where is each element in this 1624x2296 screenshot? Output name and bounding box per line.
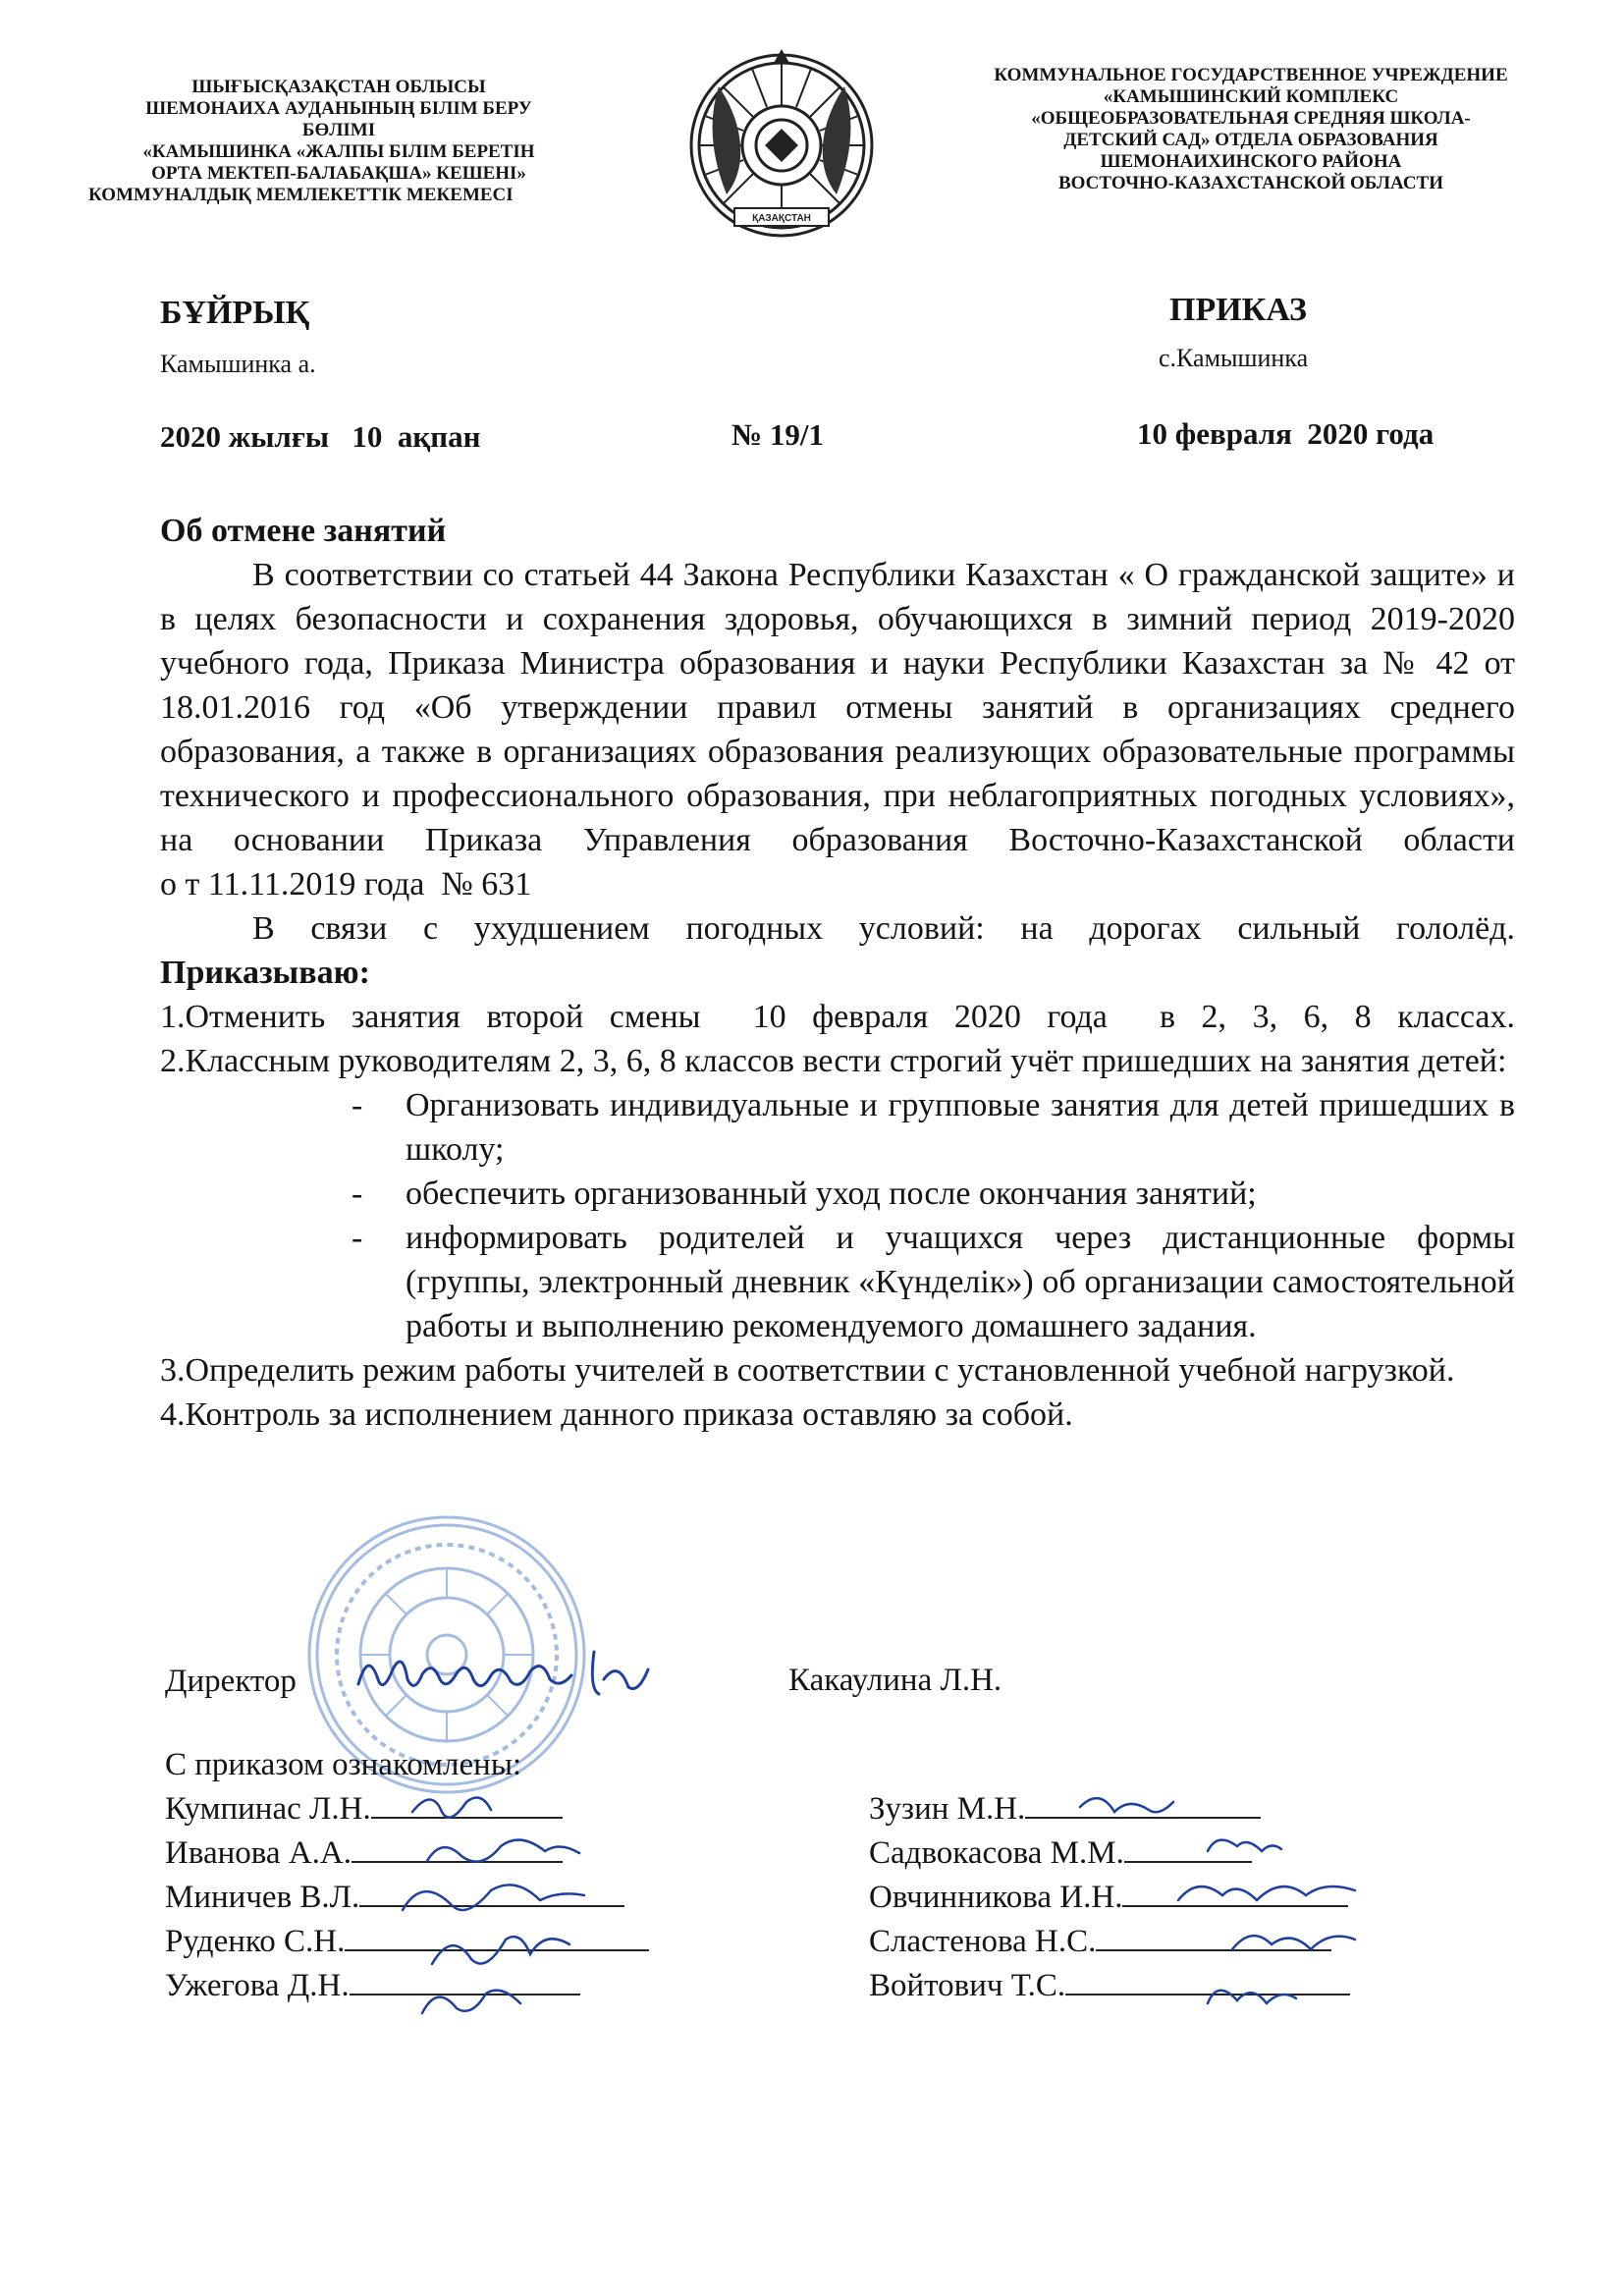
order-bullets [352,1083,1548,1348]
order-body [160,509,1548,1437]
bullet-dash: - [352,1087,363,1123]
emblem-icon [683,47,880,244]
director-role: Директор [165,1664,297,1699]
acquainted-name: Руденко С.Н. [165,1924,346,1959]
order-place-kz: Камышинка а. [160,350,316,378]
header-ru-line: «ОБЩЕОБРАЗОВАТЕЛЬНАЯ СРЕДНЯЯ ШКОЛА- [1031,108,1471,129]
acquainted-heading: С приказом ознакомлены: [165,1747,522,1782]
bullet-text: информировать родителей и учащихся через дистанционные формы (группы, электронный дневник «Күнделік») об организации самостоятельной работы и выполнению рекомендуемого домашнего задания. [406,1220,1548,1344]
order-date-kz: 2020 жылғы 10 ақпан [160,419,481,454]
order-place-ru: с.Камышинка [1159,344,1309,372]
header-kz-line: ШЫҒЫСҚАЗАҚСТАН ОБЛЫСЫ [191,77,486,97]
order-reason: В связи с ухудшением погодных условий: на дорогах сильный гололёд. [252,910,1515,947]
handwritten-signatures-icon [373,1782,1414,2028]
bullet-dash: - [352,1220,363,1256]
acquainted-name: Войтович Т.С. [869,1968,1066,2003]
order-title-ru: ПРИКАЗ [1169,292,1307,328]
bullet-dash: - [352,1175,363,1212]
order-item-4: 4.Контроль за исполнением данного приказа оставляю за собой. [160,1396,1073,1433]
order-intro [160,553,1515,906]
header-ru-line: ШЕМОНАИХИНСКОГО РАЙОНА [1100,151,1402,172]
acquainted-name: Ужегова Д.Н. [165,1968,350,2003]
order-intro-text: В соответствии со статьей 44 Закона Республики Казахстан « О гражданской защите» и в целях безопасности и сохранения здоровья, обучающихся в зимний период 2019-2020 учебного года, Приказа Министра образования и науки Республики Казахстан за № 42 от 18.01.2016 год «Об утверждении правил отмены занятий в организациях среднего образования, а также в организациях образования реализующих образовательные программы технического и профессионального образования, при неблагоприятных погодных условиях», на основании Приказа Управления образования Восточно-Казахстанской области [160,557,1515,858]
order-word: Приказываю: [160,955,370,991]
header-ru-line: КОММУНАЛЬНОЕ ГОСУДАРСТВЕННОЕ УЧРЕЖДЕНИЕ [994,65,1508,85]
acquainted-name: Садвокасова М.М. [869,1835,1124,1871]
acquainted-name: Миничев В.Л. [165,1880,360,1915]
order-item-1: 1.Отменить занятия второй смены 10 февраля 2020 года в 2, 3, 6, 8 классах. [160,999,1515,1035]
header-kz-block [88,77,584,206]
order-title-kz: БҰЙРЫҚ [160,295,310,331]
acquainted-name: Овчинникова И.Н. [869,1880,1123,1915]
order-intro-tail: о т 11.11.2019 года № 631 [160,866,532,902]
header-ru-line: «КАМЫШИНСКИЙ КОМПЛЕКС [1103,86,1399,107]
header-kz-line: БӨЛІМІ [301,120,376,140]
director-signature-icon [353,1640,677,1709]
header-ru-line: ВОСТОЧНО-КАЗАХСТАНСКОЙ ОБЛАСТИ [1058,173,1443,193]
director-name: Какаулина Л.Н. [788,1663,1002,1698]
header-kz-line: «КАМЫШИНКА «ЖАЛПЫ БІЛІМ БЕРЕТІН [142,141,535,162]
order-item-2: 2.Классным руководителям 2, 3, 6, 8 классов вести строгий учёт пришедших на занятия детей: [160,1043,1507,1079]
bullet-text: Организовать индивидуальные и групповые занятия для детей пришедших в школу; [406,1087,1515,1168]
acquainted-name: Кумпинас Л.Н. [165,1791,371,1827]
header-kz-line: ОРТА МЕКТЕП-БАЛАБАҚША» КЕШЕНІ» [151,163,526,184]
order-item-3: 3.Определить режим работы учителей в соответствии с установленной учебной нагрузкой. [160,1352,1455,1389]
order-date-ru: 10 февраля 2020 года [1137,416,1435,451]
acquainted-name: Зузин М.Н. [869,1791,1026,1827]
acquainted-name: Иванова А.А. [165,1835,352,1871]
acquainted-name: Сластенова Н.С. [869,1924,1097,1959]
order-number: № 19/1 [731,417,825,452]
order-subject: Об отмене занятий [160,513,447,549]
header-ru-line: ДЕТСКИЙ САД» ОТДЕЛА ОБРАЗОВАНИЯ [1063,130,1438,150]
bullet-text: обеспечить организованный уход после окончания занятий; [406,1175,1257,1212]
header-kz-line: КОММУНАЛДЫҚ МЕМЛЕКЕТТІК МЕКЕМЕСІ [88,185,514,205]
order-bullet [352,1172,1515,1216]
header-ru-block [947,65,1555,194]
order-bullet [352,1083,1515,1172]
header-kz-line: ШЕМОНАИХА АУДАНЫНЫҢ БІЛІМ БЕРУ [145,98,532,119]
emblem-caption: ҚАЗАҚСТАН [752,213,811,224]
order-bullet [352,1216,1548,1348]
